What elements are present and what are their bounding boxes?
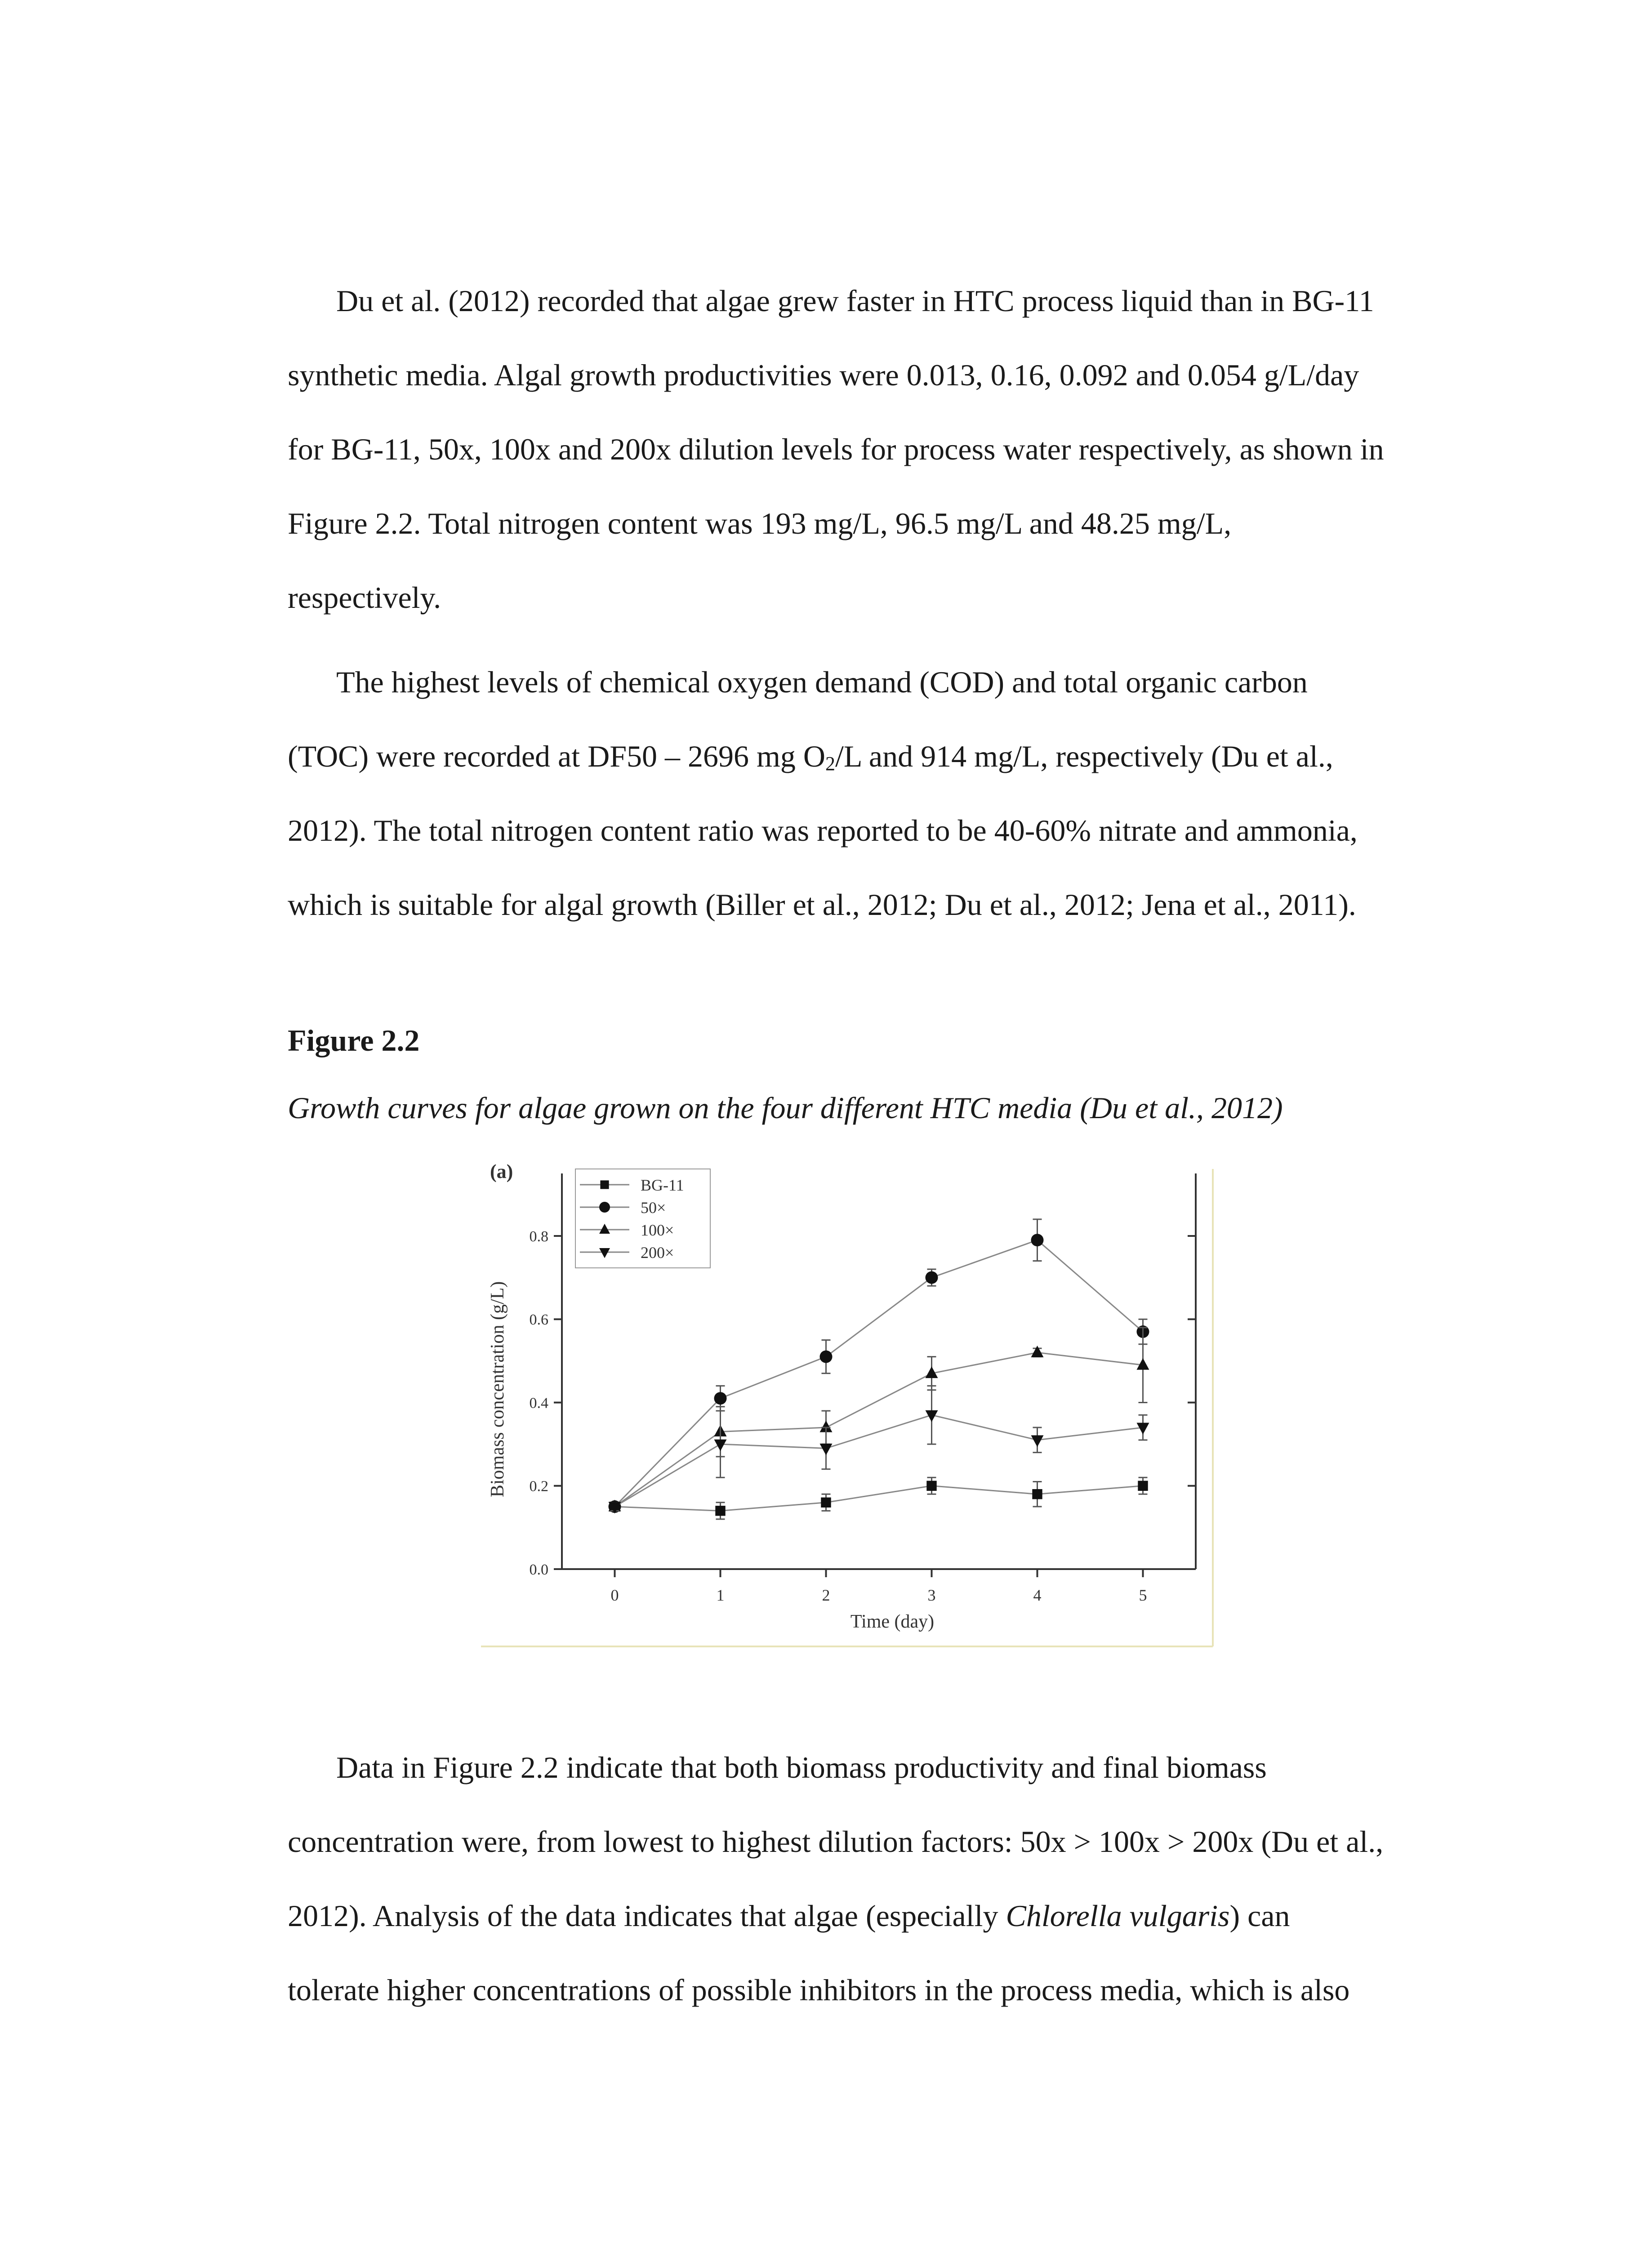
y-tick-label: 0.0 xyxy=(529,1561,548,1578)
paragraph-2-line: 2012). The total nitrogen content ratio was reported to be 40-60% nitrate and ammonia, xyxy=(288,813,1358,847)
y-tick-label: 0.6 xyxy=(529,1311,548,1329)
paragraph-1-line: Figure 2.2. Total nitrogen content was 193 mg/L, 96.5 mg/L and 48.25 mg/L, xyxy=(288,506,1232,540)
x-axis-label: Time (day) xyxy=(850,1611,935,1632)
figure-caption: Growth curves for algae grown on the four different HTC media (Du et al., 2012) xyxy=(288,1091,1283,1125)
paragraph-1-line: respectively. xyxy=(288,580,441,615)
paragraph-3-line: Data in Figure 2.2 indicate that both biomass productivity and final biomass xyxy=(336,1750,1267,1784)
y-tick-label: 0.8 xyxy=(529,1228,548,1245)
text-run: /L and 914 mg/L, respectively (Du et al., xyxy=(835,739,1333,773)
species-name: Chlorella vulgaris xyxy=(1006,1899,1230,1933)
square-marker xyxy=(600,1180,609,1189)
paragraph-1-line: Du et al. (2012) recorded that algae grew faster in HTC process liquid than in BG-11 xyxy=(336,284,1374,318)
growth-chart xyxy=(481,1164,1214,1650)
y-tick-label: 0.4 xyxy=(529,1395,548,1412)
x-tick-label: 1 xyxy=(716,1586,725,1604)
paragraph-2-line: The highest levels of chemical oxygen demand (COD) and total organic carbon xyxy=(336,665,1308,699)
x-tick-label: 0 xyxy=(610,1586,619,1604)
x-tick-label: 4 xyxy=(1033,1586,1042,1604)
x-tick-label: 3 xyxy=(927,1586,936,1604)
paragraph-1-line: for BG-11, 50x, 100x and 200x dilution levels for process water respectively, as shown in xyxy=(288,432,1384,466)
y-tick-label: 0.2 xyxy=(529,1478,548,1495)
circle-marker xyxy=(599,1202,610,1213)
circle-marker xyxy=(714,1392,727,1405)
paragraph-3-line: concentration were, from lowest to highest dilution factors: 50x > 100x > 200x (Du et al., xyxy=(288,1824,1384,1859)
legend-entry: 200× xyxy=(641,1244,674,1262)
paragraph-2-line xyxy=(288,739,1333,775)
legend-entry: 100× xyxy=(641,1221,674,1239)
circle-marker xyxy=(1031,1234,1044,1246)
text-run: (TOC) were recorded at DF50 – 2696 mg O xyxy=(288,739,826,773)
circle-marker xyxy=(926,1271,938,1284)
panel-label: (a) xyxy=(490,1164,513,1182)
square-marker xyxy=(1138,1481,1148,1491)
legend-entry: 50× xyxy=(641,1199,666,1217)
y-axis-label: Biomass concentration (g/L) xyxy=(487,1281,508,1498)
square-marker xyxy=(926,1481,936,1491)
legend-entry: BG-11 xyxy=(641,1176,684,1194)
square-marker xyxy=(715,1506,725,1516)
x-tick-label: 5 xyxy=(1139,1586,1147,1604)
paragraph-1-line: synthetic media. Algal growth productivities were 0.013, 0.16, 0.092 and 0.054 g/L/day xyxy=(288,358,1359,392)
circle-marker xyxy=(820,1351,833,1363)
chart-background xyxy=(481,1164,1214,1650)
paragraph-3-line xyxy=(288,1898,1290,1934)
figure-label: Figure 2.2 xyxy=(288,1023,420,1057)
text-run: ) can xyxy=(1229,1899,1290,1933)
subscript: 2 xyxy=(825,753,836,775)
text-run: 2012). Analysis of the data indicates that algae (especially xyxy=(288,1899,1006,1933)
square-marker xyxy=(821,1498,831,1508)
x-tick-label: 2 xyxy=(822,1586,830,1604)
paragraph-2-line: which is suitable for algal growth (Biller et al., 2012; Du et al., 2012; Jena et al., 2011). xyxy=(288,888,1356,922)
paragraph-3-line: tolerate higher concentrations of possible inhibitors in the process media, which is also xyxy=(288,1973,1350,2007)
square-marker xyxy=(1032,1489,1042,1499)
